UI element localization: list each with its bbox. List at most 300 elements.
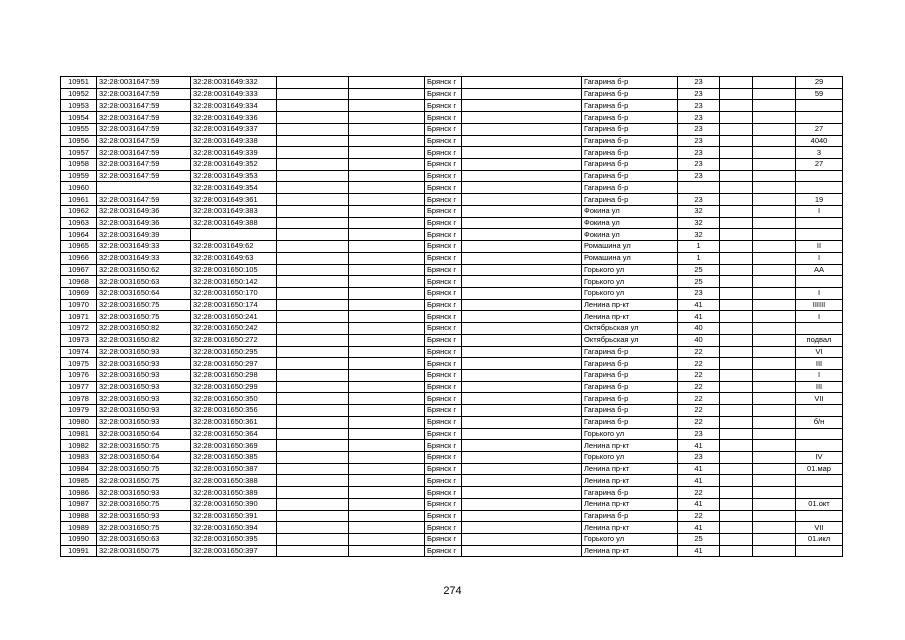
house-number-cell: 41	[678, 545, 720, 557]
empty-cell-a	[277, 276, 349, 288]
parcel-number-cell: 32:28:0031650:93	[97, 487, 191, 499]
street-cell: Ленина пр-кт	[582, 440, 678, 452]
city-cell: Брянск г	[425, 358, 462, 370]
house-number-cell: 1	[678, 252, 720, 264]
empty-cell-a	[277, 159, 349, 171]
empty-cell-b	[349, 159, 425, 171]
empty-cell-b	[349, 358, 425, 370]
table-row	[61, 217, 843, 229]
parcel-number-cell: 32:28:0031647:59	[97, 100, 191, 112]
house-number-cell: 23	[678, 147, 720, 159]
room-cell	[796, 440, 843, 452]
object-number-cell: 32:28:0031649:62	[191, 241, 277, 253]
room-cell	[796, 475, 843, 487]
empty-cell-a	[277, 440, 349, 452]
room-cell: 27	[796, 159, 843, 171]
empty-cell-e	[753, 440, 796, 452]
parcel-number-cell: 32:28:0031650:63	[97, 276, 191, 288]
empty-cell-a	[277, 463, 349, 475]
room-cell: 4040	[796, 135, 843, 147]
street-cell: Гагарина б-р	[582, 194, 678, 206]
house-number-cell: 23	[678, 452, 720, 464]
empty-cell-a	[277, 346, 349, 358]
parcel-number-cell: 32:28:0031649:39	[97, 229, 191, 241]
street-cell: Гагарина б-р	[582, 510, 678, 522]
room-cell: 27	[796, 123, 843, 135]
empty-cell-b	[349, 182, 425, 194]
parcel-number-cell: 32:28:0031650:75	[97, 299, 191, 311]
empty-cell-c	[462, 287, 582, 299]
object-number-cell: 32:28:0031650:389	[191, 487, 277, 499]
empty-cell-e	[753, 510, 796, 522]
empty-cell-d	[720, 100, 753, 112]
object-number-cell: 32:28:0031650:242	[191, 323, 277, 335]
house-number-cell: 22	[678, 358, 720, 370]
empty-cell-e	[753, 393, 796, 405]
empty-cell-a	[277, 217, 349, 229]
city-cell: Брянск г	[425, 311, 462, 323]
empty-cell-d	[720, 416, 753, 428]
empty-cell-d	[720, 522, 753, 534]
parcel-number-cell: 32:28:0031647:59	[97, 123, 191, 135]
record-number-cell: 10966	[61, 252, 97, 264]
empty-cell-c	[462, 299, 582, 311]
object-number-cell: 32:28:0031650:369	[191, 440, 277, 452]
empty-cell-e	[753, 170, 796, 182]
empty-cell-c	[462, 170, 582, 182]
table-row	[61, 264, 843, 276]
record-number-cell: 10953	[61, 100, 97, 112]
house-number-cell: 40	[678, 334, 720, 346]
empty-cell-e	[753, 100, 796, 112]
table-row	[61, 475, 843, 487]
record-number-cell: 10978	[61, 393, 97, 405]
empty-cell-c	[462, 311, 582, 323]
object-number-cell: 32:28:0031649:332	[191, 77, 277, 89]
empty-cell-e	[753, 147, 796, 159]
parcel-number-cell: 32:28:0031647:59	[97, 194, 191, 206]
city-cell: Брянск г	[425, 252, 462, 264]
empty-cell-a	[277, 369, 349, 381]
table-row	[61, 522, 843, 534]
table-row	[61, 534, 843, 546]
object-number-cell: 32:28:0031650:350	[191, 393, 277, 405]
empty-cell-e	[753, 463, 796, 475]
street-cell: Гагарина б-р	[582, 369, 678, 381]
empty-cell-d	[720, 534, 753, 546]
empty-cell-a	[277, 241, 349, 253]
parcel-number-cell: 32:28:0031650:93	[97, 405, 191, 417]
empty-cell-e	[753, 311, 796, 323]
empty-cell-e	[753, 428, 796, 440]
record-number-cell: 10986	[61, 487, 97, 499]
street-cell: Горького ул	[582, 534, 678, 546]
record-number-cell: 10981	[61, 428, 97, 440]
room-cell: 19	[796, 194, 843, 206]
empty-cell-d	[720, 135, 753, 147]
empty-cell-c	[462, 475, 582, 487]
object-number-cell: 32:28:0031649:361	[191, 194, 277, 206]
record-number-cell: 10990	[61, 534, 97, 546]
object-number-cell: 32:28:0031650:297	[191, 358, 277, 370]
empty-cell-d	[720, 498, 753, 510]
empty-cell-d	[720, 241, 753, 253]
empty-cell-c	[462, 276, 582, 288]
object-number-cell: 32:28:0031650:395	[191, 534, 277, 546]
city-cell: Брянск г	[425, 194, 462, 206]
table-row	[61, 205, 843, 217]
house-number-cell: 23	[678, 123, 720, 135]
table-row	[61, 463, 843, 475]
empty-cell-b	[349, 440, 425, 452]
record-number-cell: 10979	[61, 405, 97, 417]
record-number-cell: 10965	[61, 241, 97, 253]
object-number-cell: 32:28:0031650:387	[191, 463, 277, 475]
empty-cell-b	[349, 323, 425, 335]
room-cell: подвал	[796, 334, 843, 346]
empty-cell-a	[277, 452, 349, 464]
empty-cell-c	[462, 88, 582, 100]
empty-cell-b	[349, 147, 425, 159]
house-number-cell: 40	[678, 323, 720, 335]
empty-cell-b	[349, 405, 425, 417]
house-number-cell: 41	[678, 463, 720, 475]
city-cell: Брянск г	[425, 100, 462, 112]
record-number-cell: 10964	[61, 229, 97, 241]
record-number-cell: 10952	[61, 88, 97, 100]
empty-cell-a	[277, 170, 349, 182]
room-cell	[796, 229, 843, 241]
empty-cell-b	[349, 112, 425, 124]
table-row	[61, 182, 843, 194]
table-row	[61, 123, 843, 135]
empty-cell-b	[349, 545, 425, 557]
empty-cell-c	[462, 100, 582, 112]
city-cell: Брянск г	[425, 475, 462, 487]
table-row	[61, 311, 843, 323]
empty-cell-e	[753, 135, 796, 147]
city-cell: Брянск г	[425, 135, 462, 147]
empty-cell-b	[349, 510, 425, 522]
table-row	[61, 440, 843, 452]
empty-cell-c	[462, 147, 582, 159]
empty-cell-e	[753, 416, 796, 428]
object-number-cell	[191, 229, 277, 241]
empty-cell-a	[277, 112, 349, 124]
empty-cell-d	[720, 205, 753, 217]
room-cell: III	[796, 358, 843, 370]
empty-cell-b	[349, 276, 425, 288]
table-row	[61, 147, 843, 159]
parcel-number-cell: 32:28:0031647:59	[97, 112, 191, 124]
room-cell: VI	[796, 346, 843, 358]
record-number-cell: 10985	[61, 475, 97, 487]
empty-cell-c	[462, 534, 582, 546]
empty-cell-a	[277, 487, 349, 499]
table-row	[61, 346, 843, 358]
empty-cell-a	[277, 182, 349, 194]
table-row	[61, 135, 843, 147]
empty-cell-b	[349, 416, 425, 428]
empty-cell-c	[462, 323, 582, 335]
empty-cell-c	[462, 358, 582, 370]
empty-cell-d	[720, 334, 753, 346]
object-number-cell: 32:28:0031649:336	[191, 112, 277, 124]
room-cell	[796, 510, 843, 522]
empty-cell-e	[753, 217, 796, 229]
empty-cell-d	[720, 405, 753, 417]
empty-cell-b	[349, 334, 425, 346]
city-cell: Брянск г	[425, 276, 462, 288]
street-cell: Гагарина б-р	[582, 487, 678, 499]
room-cell: IIIIII	[796, 299, 843, 311]
table-row	[61, 452, 843, 464]
empty-cell-e	[753, 381, 796, 393]
empty-cell-b	[349, 393, 425, 405]
house-number-cell: 41	[678, 498, 720, 510]
room-cell	[796, 487, 843, 499]
record-number-cell: 10969	[61, 287, 97, 299]
empty-cell-e	[753, 229, 796, 241]
table-row	[61, 194, 843, 206]
empty-cell-b	[349, 229, 425, 241]
empty-cell-b	[349, 452, 425, 464]
empty-cell-a	[277, 393, 349, 405]
room-cell: 01.мар	[796, 463, 843, 475]
street-cell: Ленина пр-кт	[582, 545, 678, 557]
empty-cell-c	[462, 194, 582, 206]
empty-cell-d	[720, 170, 753, 182]
parcel-number-cell: 32:28:0031650:93	[97, 510, 191, 522]
house-number-cell: 23	[678, 287, 720, 299]
city-cell: Брянск г	[425, 440, 462, 452]
city-cell: Брянск г	[425, 287, 462, 299]
house-number-cell: 41	[678, 311, 720, 323]
object-number-cell: 32:28:0031649:339	[191, 147, 277, 159]
parcel-number-cell: 32:28:0031650:93	[97, 381, 191, 393]
empty-cell-c	[462, 135, 582, 147]
record-number-cell: 10983	[61, 452, 97, 464]
house-number-cell: 22	[678, 393, 720, 405]
empty-cell-e	[753, 498, 796, 510]
empty-cell-b	[349, 123, 425, 135]
room-cell: I	[796, 205, 843, 217]
street-cell: Горького ул	[582, 276, 678, 288]
empty-cell-c	[462, 522, 582, 534]
street-cell: Фокина ул	[582, 217, 678, 229]
object-number-cell: 32:28:0031650:105	[191, 264, 277, 276]
object-number-cell: 32:28:0031649:334	[191, 100, 277, 112]
parcel-number-cell: 32:28:0031647:59	[97, 159, 191, 171]
empty-cell-d	[720, 182, 753, 194]
city-cell: Брянск г	[425, 487, 462, 499]
empty-cell-a	[277, 405, 349, 417]
table-row	[61, 77, 843, 89]
empty-cell-b	[349, 88, 425, 100]
house-number-cell: 23	[678, 88, 720, 100]
object-number-cell: 32:28:0031649:353	[191, 170, 277, 182]
house-number-cell: 32	[678, 217, 720, 229]
empty-cell-b	[349, 534, 425, 546]
parcel-number-cell: 32:28:0031650:75	[97, 463, 191, 475]
empty-cell-e	[753, 369, 796, 381]
street-cell: Гагарина б-р	[582, 135, 678, 147]
empty-cell-d	[720, 358, 753, 370]
object-number-cell: 32:28:0031649:337	[191, 123, 277, 135]
empty-cell-e	[753, 194, 796, 206]
empty-cell-d	[720, 510, 753, 522]
empty-cell-b	[349, 346, 425, 358]
empty-cell-d	[720, 487, 753, 499]
empty-cell-e	[753, 475, 796, 487]
empty-cell-e	[753, 522, 796, 534]
empty-cell-a	[277, 475, 349, 487]
empty-cell-c	[462, 123, 582, 135]
city-cell: Брянск г	[425, 393, 462, 405]
table-row	[61, 276, 843, 288]
room-cell: АА	[796, 264, 843, 276]
record-number-cell: 10989	[61, 522, 97, 534]
empty-cell-b	[349, 170, 425, 182]
parcel-number-cell: 32:28:0031650:75	[97, 522, 191, 534]
house-number-cell: 41	[678, 440, 720, 452]
empty-cell-c	[462, 510, 582, 522]
parcel-number-cell: 32:28:0031649:33	[97, 252, 191, 264]
empty-cell-a	[277, 358, 349, 370]
house-number-cell: 41	[678, 475, 720, 487]
parcel-number-cell: 32:28:0031650:62	[97, 264, 191, 276]
street-cell: Горького ул	[582, 264, 678, 276]
empty-cell-a	[277, 381, 349, 393]
street-cell: Октябрьская ул	[582, 334, 678, 346]
city-cell: Брянск г	[425, 88, 462, 100]
empty-cell-c	[462, 405, 582, 417]
parcel-number-cell: 32:28:0031650:64	[97, 287, 191, 299]
empty-cell-d	[720, 112, 753, 124]
parcel-number-cell	[97, 182, 191, 194]
parcel-number-cell: 32:28:0031650:75	[97, 440, 191, 452]
city-cell: Брянск г	[425, 522, 462, 534]
record-number-cell: 10967	[61, 264, 97, 276]
table-row	[61, 287, 843, 299]
street-cell: Ромашина ул	[582, 252, 678, 264]
empty-cell-e	[753, 358, 796, 370]
record-number-cell: 10957	[61, 147, 97, 159]
record-number-cell: 10962	[61, 205, 97, 217]
table-row	[61, 405, 843, 417]
empty-cell-d	[720, 463, 753, 475]
parcel-number-cell: 32:28:0031650:75	[97, 311, 191, 323]
room-cell: 01.окт	[796, 498, 843, 510]
parcel-number-cell: 32:28:0031650:75	[97, 545, 191, 557]
empty-cell-c	[462, 77, 582, 89]
empty-cell-a	[277, 545, 349, 557]
city-cell: Брянск г	[425, 159, 462, 171]
empty-cell-d	[720, 88, 753, 100]
empty-cell-e	[753, 182, 796, 194]
record-number-cell: 10977	[61, 381, 97, 393]
record-number-cell: 10974	[61, 346, 97, 358]
house-number-cell: 25	[678, 534, 720, 546]
house-number-cell: 32	[678, 229, 720, 241]
empty-cell-b	[349, 369, 425, 381]
street-cell: Гагарина б-р	[582, 346, 678, 358]
city-cell: Брянск г	[425, 510, 462, 522]
empty-cell-b	[349, 241, 425, 253]
house-number-cell: 25	[678, 264, 720, 276]
room-cell	[796, 405, 843, 417]
house-number-cell: 23	[678, 159, 720, 171]
table-row	[61, 170, 843, 182]
city-cell: Брянск г	[425, 369, 462, 381]
empty-cell-c	[462, 393, 582, 405]
empty-cell-c	[462, 182, 582, 194]
empty-cell-c	[462, 252, 582, 264]
empty-cell-d	[720, 428, 753, 440]
empty-cell-b	[349, 311, 425, 323]
room-cell: II	[796, 241, 843, 253]
empty-cell-c	[462, 545, 582, 557]
empty-cell-b	[349, 135, 425, 147]
empty-cell-e	[753, 276, 796, 288]
city-cell: Брянск г	[425, 217, 462, 229]
empty-cell-c	[462, 264, 582, 276]
street-cell: Гагарина б-р	[582, 100, 678, 112]
object-number-cell: 32:28:0031650:390	[191, 498, 277, 510]
room-cell	[796, 100, 843, 112]
house-number-cell: 23	[678, 428, 720, 440]
empty-cell-d	[720, 147, 753, 159]
room-cell: 29	[796, 77, 843, 89]
street-cell: Ленина пр-кт	[582, 311, 678, 323]
empty-cell-d	[720, 194, 753, 206]
empty-cell-a	[277, 534, 349, 546]
record-number-cell: 10991	[61, 545, 97, 557]
empty-cell-d	[720, 393, 753, 405]
city-cell: Брянск г	[425, 170, 462, 182]
empty-cell-a	[277, 135, 349, 147]
city-cell: Брянск г	[425, 241, 462, 253]
empty-cell-b	[349, 463, 425, 475]
room-cell	[796, 182, 843, 194]
house-number-cell: 23	[678, 135, 720, 147]
record-number-cell: 10955	[61, 123, 97, 135]
empty-cell-b	[349, 217, 425, 229]
empty-cell-d	[720, 276, 753, 288]
empty-cell-c	[462, 440, 582, 452]
city-cell: Брянск г	[425, 463, 462, 475]
object-number-cell: 32:28:0031650:364	[191, 428, 277, 440]
table-row	[61, 510, 843, 522]
table-row	[61, 229, 843, 241]
empty-cell-c	[462, 241, 582, 253]
house-number-cell: 23	[678, 170, 720, 182]
room-cell: IV	[796, 452, 843, 464]
city-cell: Брянск г	[425, 334, 462, 346]
parcel-number-cell: 32:28:0031647:59	[97, 147, 191, 159]
street-cell: Гагарина б-р	[582, 77, 678, 89]
parcel-number-cell: 32:28:0031650:64	[97, 452, 191, 464]
object-number-cell: 32:28:0031649:63	[191, 252, 277, 264]
empty-cell-e	[753, 452, 796, 464]
empty-cell-e	[753, 264, 796, 276]
empty-cell-c	[462, 229, 582, 241]
record-number-cell: 10959	[61, 170, 97, 182]
object-number-cell: 32:28:0031649:388	[191, 217, 277, 229]
object-number-cell: 32:28:0031650:299	[191, 381, 277, 393]
room-cell	[796, 545, 843, 557]
empty-cell-e	[753, 334, 796, 346]
